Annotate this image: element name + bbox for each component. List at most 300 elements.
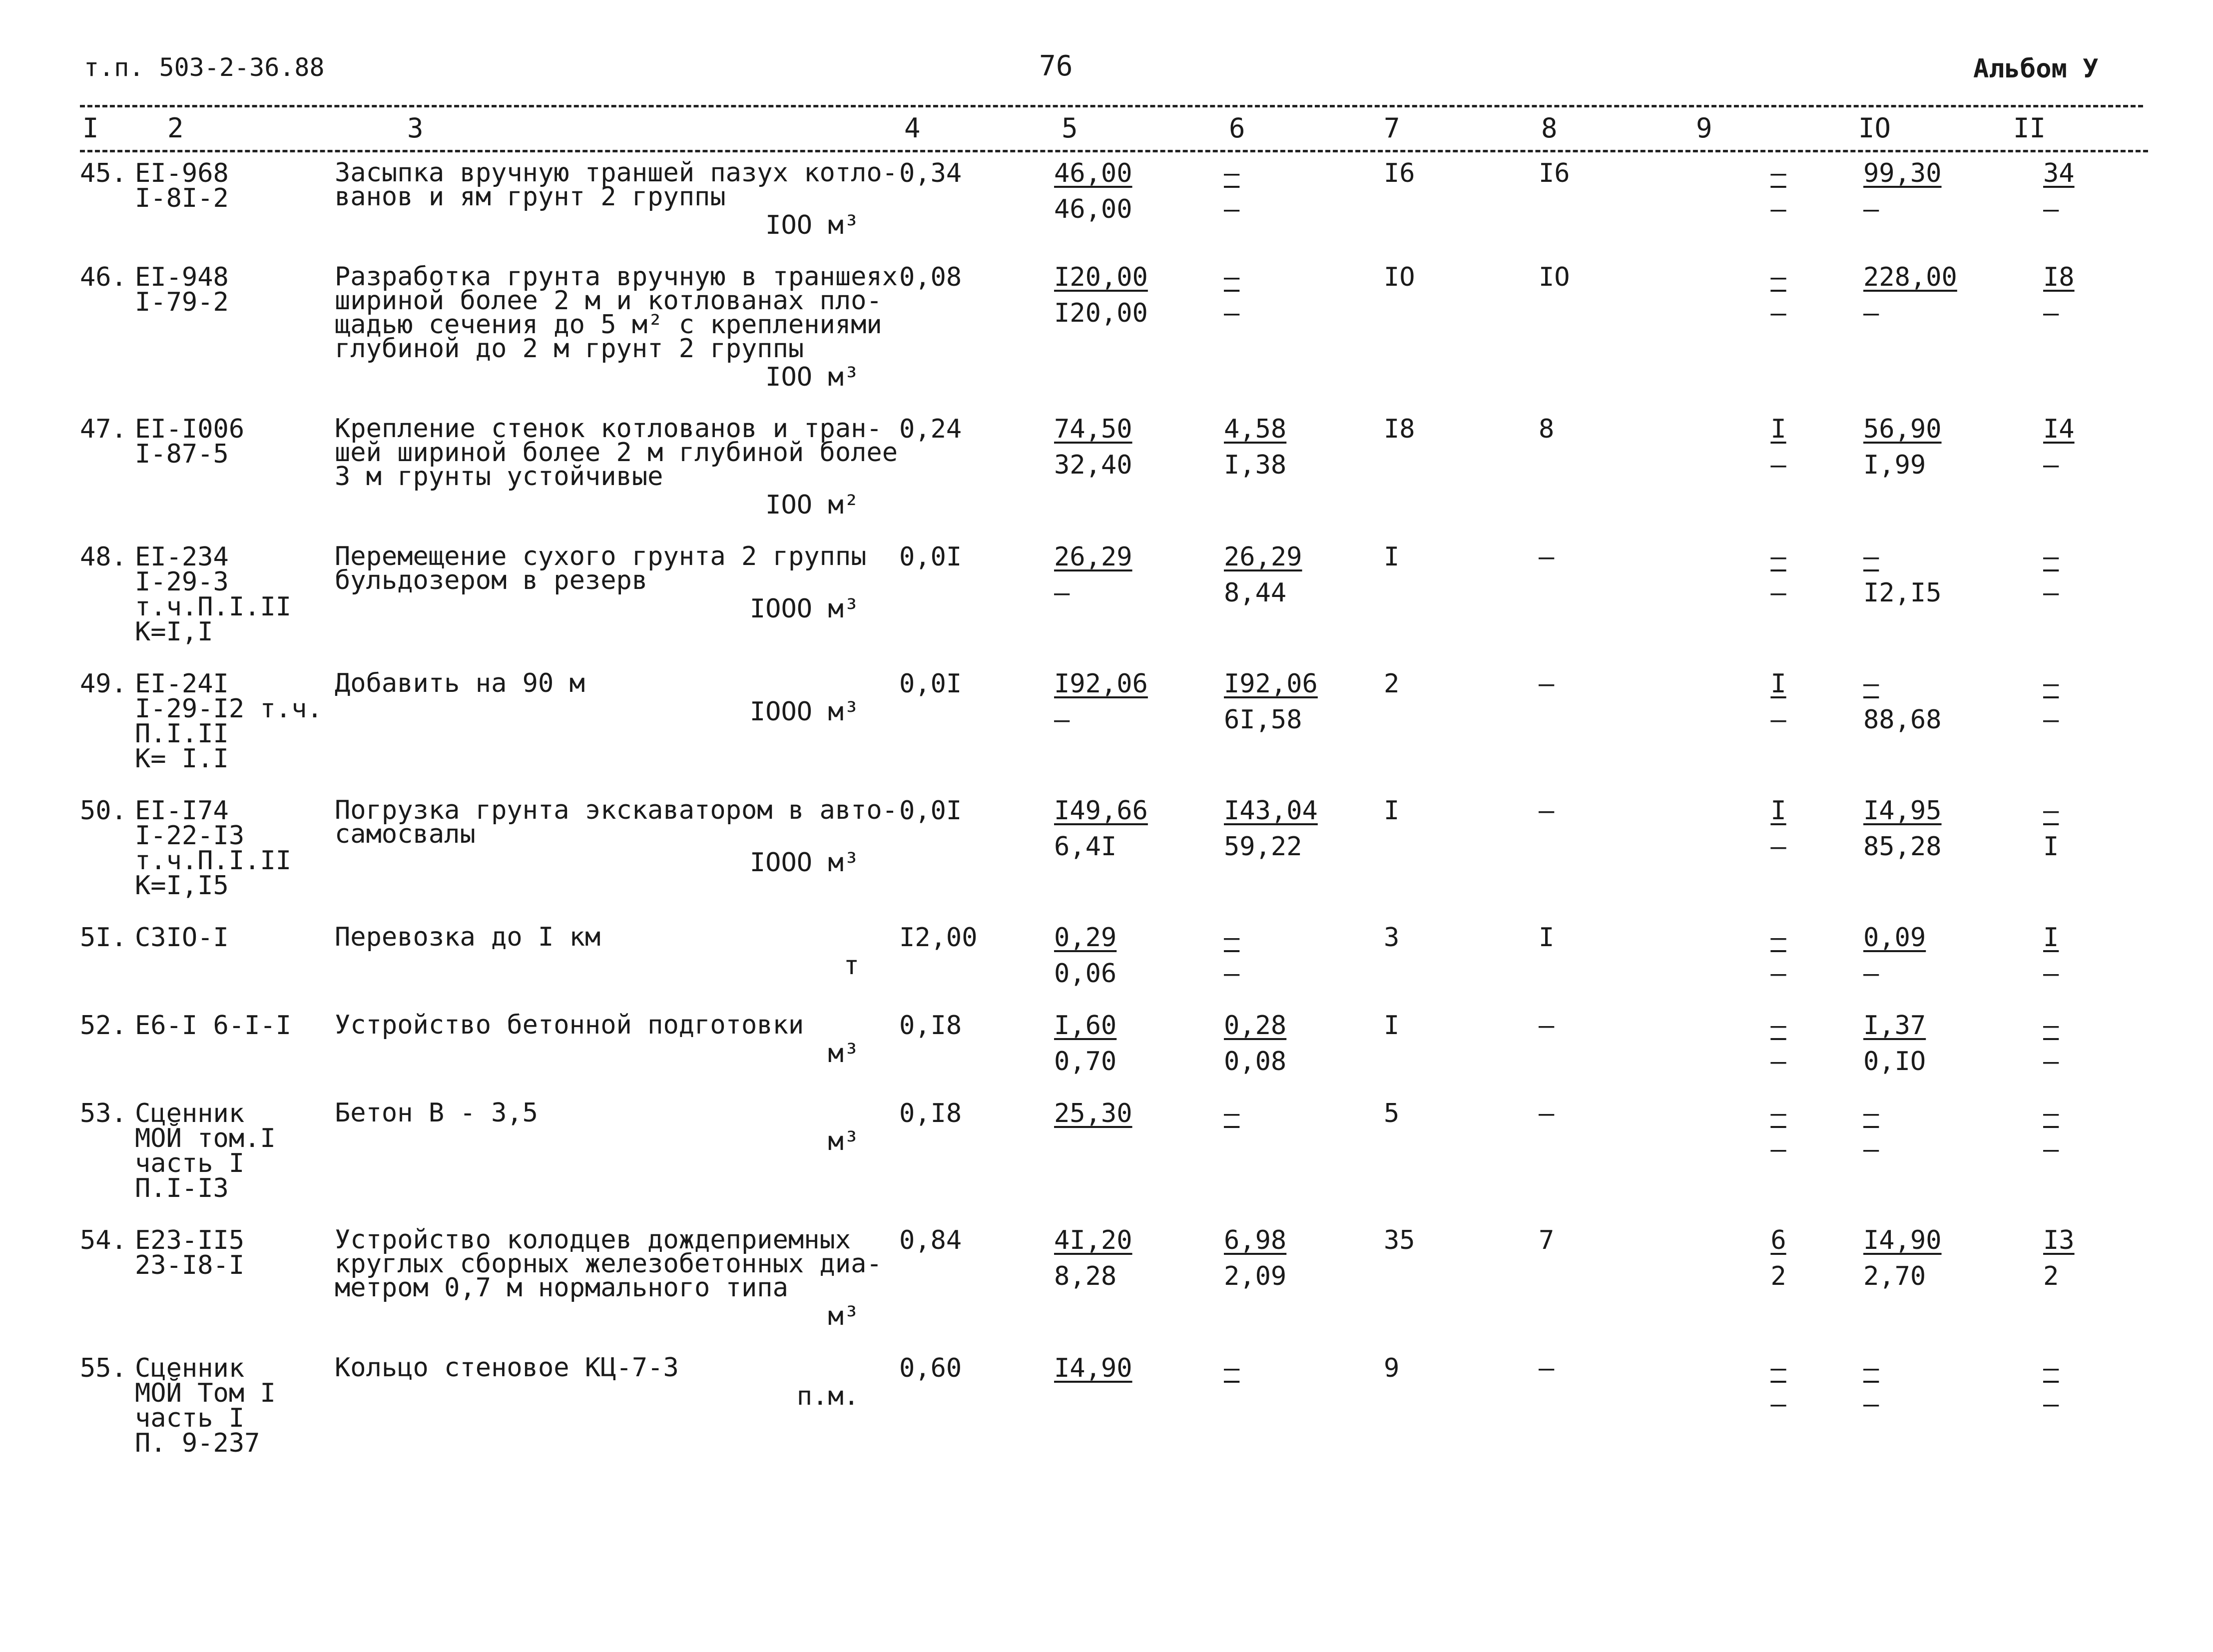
col9-value-top: – <box>1770 262 1786 292</box>
row-number: 46. <box>80 262 127 292</box>
col5-value-bottom: 32,40 <box>1054 450 1132 480</box>
col5-value <box>1054 1222 1224 1350</box>
col6-value <box>1224 155 1384 259</box>
col11-value-top: I <box>2043 923 2059 953</box>
row-number: 53. <box>80 1099 127 1128</box>
col9-value <box>1693 1095 1863 1222</box>
col10-value <box>1863 1350 2043 1477</box>
work-description-text: Погрузка грунта экскаватором в авто- самосвалы <box>335 795 898 849</box>
col7-value: 35 <box>1384 1225 1415 1255</box>
col7-value: 9 <box>1384 1353 1400 1383</box>
col7-value: I6 <box>1384 158 1415 188</box>
col9-value-top: – <box>1770 1353 1786 1383</box>
unit-of-measure: м³ <box>828 1039 859 1069</box>
col11-value-bottom: – <box>2043 959 2059 989</box>
col10-value <box>1863 665 2043 792</box>
col11-value <box>2043 259 2163 411</box>
col11-value-bottom: – <box>2043 450 2059 480</box>
col11-value <box>2043 155 2163 259</box>
table-row <box>80 539 2163 665</box>
column-number: 5 <box>1062 112 1078 144</box>
col9-value-bottom: – <box>1770 450 1786 480</box>
col6-value <box>1224 1007 1384 1095</box>
rate-code-line: К= I.I <box>135 744 229 774</box>
rate-code <box>135 411 335 539</box>
rate-code-line: т.ч.П.I.II <box>135 846 292 876</box>
col11-value <box>2043 1222 2163 1350</box>
col9-value-top: – <box>1770 1099 1786 1128</box>
col5-value-top: I92,06 <box>1054 669 1148 699</box>
unit-of-measure: IOOO м³ <box>749 697 859 727</box>
rate-code-line: 23-I8-I <box>135 1250 245 1280</box>
col6-value-bottom: I,38 <box>1224 450 1287 480</box>
col10-value-top: 0,09 <box>1863 923 1926 953</box>
col10-value-top: I,37 <box>1863 1011 1926 1041</box>
col10-value-bottom: 88,68 <box>1863 705 1942 735</box>
quantity: 0,84 <box>899 1225 962 1255</box>
col5-value-top: 4I,20 <box>1054 1225 1132 1255</box>
col5-value-bottom: 0,70 <box>1054 1047 1117 1077</box>
quantity: 0,0I <box>899 542 962 572</box>
col9-value-top: – <box>1770 542 1786 572</box>
column-number: 7 <box>1384 112 1400 144</box>
row-number: 47. <box>80 414 127 444</box>
col10-value-bottom: 0,IO <box>1863 1047 1926 1077</box>
quantity: 0,34 <box>899 158 962 188</box>
col11-value-top: – <box>2043 1011 2059 1041</box>
rate-code-line: С3IО-I <box>135 923 229 953</box>
col7-value: I <box>1384 542 1400 572</box>
col5-value-top: 25,30 <box>1054 1099 1132 1128</box>
unit-of-measure: т <box>843 951 859 981</box>
col9-value-bottom: – <box>1770 298 1786 328</box>
col6-value <box>1224 411 1384 539</box>
quantity: 0,I8 <box>899 1099 962 1128</box>
row-number: 48. <box>80 542 127 572</box>
col6-value-top: 26,29 <box>1224 542 1302 572</box>
col6-value <box>1224 539 1384 665</box>
col10-value-bottom: – <box>1863 959 1879 989</box>
col5-value <box>1054 411 1224 539</box>
col7-value: I <box>1384 1011 1400 1041</box>
quantity: 0,24 <box>899 414 962 444</box>
col11-value-bottom: – <box>2043 578 2059 608</box>
work-description <box>335 792 899 919</box>
col9-value-bottom: – <box>1770 578 1786 608</box>
column-number: I <box>82 112 99 144</box>
col9-value <box>1693 155 1863 259</box>
unit-of-measure: IOO м² <box>765 490 859 520</box>
col10-value-bottom: – <box>1863 298 1879 328</box>
col6-value-top: – <box>1224 158 1240 188</box>
col6-value-bottom: 8,44 <box>1224 578 1287 608</box>
col5-value <box>1054 1350 1224 1477</box>
work-description <box>335 665 899 792</box>
col10-value-bottom: I2,I5 <box>1863 578 1942 608</box>
col6-value <box>1224 792 1384 919</box>
col11-value <box>2043 1095 2163 1222</box>
col10-value-bottom: 2,70 <box>1863 1261 1926 1291</box>
col7-value: I8 <box>1384 414 1415 444</box>
col11-value <box>2043 665 2163 792</box>
col5-value <box>1054 919 1224 1007</box>
row-number: 52. <box>80 1011 127 1041</box>
work-description <box>335 1095 899 1222</box>
rate-code <box>135 792 335 919</box>
column-number: 3 <box>407 112 424 144</box>
col10-value <box>1863 1095 2043 1222</box>
col5-value-bottom: 46,00 <box>1054 194 1132 224</box>
col11-value-bottom: – <box>2043 1047 2059 1077</box>
col10-value-bottom: I,99 <box>1863 450 1926 480</box>
rate-code <box>135 539 335 665</box>
rate-code-line: I-87-5 <box>135 439 229 469</box>
rate-code-line: I-22-I3 <box>135 821 245 851</box>
rate-code-line: I-29-3 <box>135 567 229 597</box>
rate-code-line: ЕI-I006 <box>135 414 245 444</box>
col8-value: – <box>1539 1011 1555 1041</box>
work-description-text: Разработка грунта вручную в траншеях шириной более 2 м и котлованах пло- щадью сечения до 5 м² с креплениями глубиной до 2 м грунт 2 группы <box>335 262 898 364</box>
col10-value <box>1863 792 2043 919</box>
col10-value-bottom: – <box>1863 1134 1879 1164</box>
row-number: 55. <box>80 1353 127 1383</box>
col9-value <box>1693 539 1863 665</box>
col5-value-bottom: 6,4I <box>1054 832 1117 862</box>
col11-value <box>2043 1350 2163 1477</box>
column-divider <box>80 150 2148 152</box>
col10-value-bottom: – <box>1863 194 1879 224</box>
col10-value-bottom: – <box>1863 1389 1879 1419</box>
col6-value-top: 0,28 <box>1224 1011 1287 1041</box>
col6-value-top: – <box>1224 1099 1240 1128</box>
rate-code-line: ЕI-I74 <box>135 796 229 826</box>
rate-code-line: т.ч.П.I.II <box>135 592 292 622</box>
work-description <box>335 259 899 411</box>
work-description-text: Бетон В - 3,5 <box>335 1098 538 1128</box>
rate-code-line: I-8I-2 <box>135 183 229 213</box>
table-row <box>80 919 2163 1007</box>
col9-value-bottom: – <box>1770 1047 1786 1077</box>
header-divider <box>80 105 2143 107</box>
rate-code-line: П. 9-237 <box>135 1428 260 1458</box>
col10-value <box>1863 919 2043 1007</box>
col5-value <box>1054 155 1224 259</box>
col5-value-top: I4,90 <box>1054 1353 1132 1383</box>
col6-value <box>1224 1095 1384 1222</box>
col8-value: I6 <box>1539 158 1570 188</box>
col7-value: I <box>1384 796 1400 826</box>
row-number: 45. <box>80 158 127 188</box>
col9-value-top: – <box>1770 923 1786 953</box>
col8-value: – <box>1539 669 1555 699</box>
rate-code <box>135 665 335 792</box>
col7-value: 5 <box>1384 1099 1400 1128</box>
col11-value-top: – <box>2043 1099 2059 1128</box>
col10-value-top: – <box>1863 1353 1879 1383</box>
column-number: 8 <box>1541 112 1558 144</box>
col11-value <box>2043 539 2163 665</box>
col9-value-bottom: – <box>1770 705 1786 735</box>
col9-value-bottom: – <box>1770 959 1786 989</box>
col6-value-bottom: 0,08 <box>1224 1047 1287 1077</box>
col9-value-bottom: – <box>1770 1389 1786 1419</box>
page-number: 76 <box>1039 50 1073 82</box>
unit-of-measure: м³ <box>828 1301 859 1331</box>
rate-code-line: П.I-I3 <box>135 1173 229 1203</box>
work-description-text: Засыпка вручную траншей пазух котло- ванов и ям грунт 2 группы <box>335 158 898 212</box>
rate-code <box>135 1350 335 1477</box>
work-description-text: Крепление стенок котлованов и тран- шей шириной более 2 м глубиной более 3 м грунты устойчивые <box>335 414 898 492</box>
col8-value: 7 <box>1539 1225 1555 1255</box>
col8-value: – <box>1539 796 1555 826</box>
col5-value-top: 26,29 <box>1054 542 1132 572</box>
col11-value-top: 34 <box>2043 158 2075 188</box>
col10-value-top: I4,95 <box>1863 796 1942 826</box>
col6-value-top: – <box>1224 262 1240 292</box>
col11-value-bottom: 2 <box>2043 1261 2059 1291</box>
col10-value-top: 56,90 <box>1863 414 1942 444</box>
col10-value-top: I4,90 <box>1863 1225 1942 1255</box>
col11-value-bottom: – <box>2043 194 2059 224</box>
unit-of-measure: IOO м³ <box>765 362 859 392</box>
col10-value-top: – <box>1863 542 1879 572</box>
rate-code-line: I-79-2 <box>135 287 229 317</box>
rate-code-line: П.I.II <box>135 719 229 749</box>
work-description <box>335 539 899 665</box>
col9-value-bottom: 2 <box>1770 1261 1786 1291</box>
col9-value <box>1693 1007 1863 1095</box>
col9-value <box>1693 919 1863 1007</box>
work-description-text: Добавить на 90 м <box>335 668 585 698</box>
rate-code <box>135 155 335 259</box>
rate-code <box>135 1007 335 1095</box>
col5-value <box>1054 259 1224 411</box>
rate-code <box>135 259 335 411</box>
col10-value-top: – <box>1863 1099 1879 1128</box>
col11-value <box>2043 919 2163 1007</box>
col6-value-bottom: 59,22 <box>1224 832 1302 862</box>
unit-of-measure: IOOO м³ <box>749 594 859 624</box>
table-row <box>80 1095 2163 1222</box>
rate-code-line: ЕI-24I <box>135 669 229 699</box>
col8-value: I <box>1539 923 1555 953</box>
col11-value-top: – <box>2043 669 2059 699</box>
col6-value <box>1224 1222 1384 1350</box>
work-description <box>335 919 899 1007</box>
quantity: 0,0I <box>899 669 962 699</box>
work-description <box>335 1222 899 1350</box>
col9-value <box>1693 792 1863 919</box>
quantity: 0,0I <box>899 796 962 826</box>
quantity: 0,60 <box>899 1353 962 1383</box>
doc-code: т.п. 503-2-36.88 <box>84 53 325 82</box>
work-description <box>335 1007 899 1095</box>
rate-code-line: часть I <box>135 1403 245 1433</box>
col9-value-bottom: – <box>1770 1134 1786 1164</box>
work-description-text: Перевозка до I км <box>335 922 601 952</box>
table-row <box>80 411 2163 539</box>
col10-value <box>1863 259 2043 411</box>
col11-value-top: I8 <box>2043 262 2075 292</box>
table-row <box>80 1222 2163 1350</box>
col9-value <box>1693 411 1863 539</box>
col5-value <box>1054 1007 1224 1095</box>
row-number: 49. <box>80 669 127 699</box>
col6-value-bottom: – <box>1224 194 1240 224</box>
row-number: 54. <box>80 1225 127 1255</box>
col5-value-top: 46,00 <box>1054 158 1132 188</box>
col8-value: – <box>1539 542 1555 572</box>
rate-code-line: I-29-I2 т.ч. <box>135 694 323 724</box>
col11-value-bottom: – <box>2043 705 2059 735</box>
col9-value-top: – <box>1770 1011 1786 1041</box>
col6-value <box>1224 1350 1384 1477</box>
table-row <box>80 1350 2163 1477</box>
col9-value-bottom: – <box>1770 194 1786 224</box>
col11-value-bottom: I <box>2043 832 2059 862</box>
col8-value: IO <box>1539 262 1570 292</box>
col5-value <box>1054 539 1224 665</box>
work-description-text: Устройство бетонной подготовки <box>335 1010 804 1040</box>
column-number: 4 <box>904 112 921 144</box>
col6-value-bottom: 2,09 <box>1224 1261 1287 1291</box>
col6-value-top: I43,04 <box>1224 796 1318 826</box>
row-number: 5I. <box>80 923 127 953</box>
rate-code-line: Е6-I 6-I-I <box>135 1011 292 1041</box>
col11-value-top: – <box>2043 1353 2059 1383</box>
col5-value-bottom: – <box>1054 578 1070 608</box>
col9-value <box>1693 1350 1863 1477</box>
col6-value-bottom: – <box>1224 959 1240 989</box>
col11-value-top: I4 <box>2043 414 2075 444</box>
unit-of-measure: п.м. <box>796 1381 859 1411</box>
unit-of-measure: IOO м³ <box>765 210 859 240</box>
column-number: 6 <box>1229 112 1245 144</box>
col5-value-top: I,60 <box>1054 1011 1117 1041</box>
col7-value: IO <box>1384 262 1415 292</box>
col7-value: 3 <box>1384 923 1400 953</box>
rate-code <box>135 1095 335 1222</box>
quantity: 0,I8 <box>899 1011 962 1041</box>
col5-value <box>1054 792 1224 919</box>
col6-value-top: 4,58 <box>1224 414 1287 444</box>
rate-code-line: ЕI-968 <box>135 158 229 188</box>
col9-value-top: I <box>1770 669 1786 699</box>
rate-code-line: Сценник <box>135 1353 245 1383</box>
col9-value-bottom: – <box>1770 832 1786 862</box>
work-description-text: Устройство колодцев дождеприемных круглых сборных железобетонных диа- метром 0,7 м нормального типа <box>335 1225 882 1303</box>
work-description <box>335 155 899 259</box>
col5-value-bottom: 0,06 <box>1054 959 1117 989</box>
work-description-text: Кольцо стеновое КЦ-7-3 <box>335 1353 679 1383</box>
estimate-table <box>80 155 2163 1477</box>
rate-code-line: К=I,I5 <box>135 871 229 901</box>
col9-value <box>1693 259 1863 411</box>
col7-value: 2 <box>1384 669 1400 699</box>
rate-code-line: часть I <box>135 1148 245 1178</box>
col6-value-bottom: – <box>1224 298 1240 328</box>
col8-value: – <box>1539 1099 1555 1128</box>
col6-value <box>1224 919 1384 1007</box>
rate-code <box>135 919 335 1007</box>
col6-value-top: 6,98 <box>1224 1225 1287 1255</box>
table-row <box>80 155 2163 259</box>
col11-value <box>2043 1007 2163 1095</box>
col10-value-bottom: 85,28 <box>1863 832 1942 862</box>
row-number: 50. <box>80 796 127 826</box>
table-row <box>80 259 2163 411</box>
album-label: Альбом У <box>1973 54 2099 84</box>
column-number: 9 <box>1696 112 1712 144</box>
col11-value-top: I3 <box>2043 1225 2075 1255</box>
col5-value <box>1054 665 1224 792</box>
rate-code-line: ЕI-948 <box>135 262 229 292</box>
rate-code-line: МОЙ Том I <box>135 1378 276 1408</box>
col9-value <box>1693 1222 1863 1350</box>
column-number: IO <box>1858 112 1891 144</box>
col6-value <box>1224 259 1384 411</box>
rate-code-line: МОЙ том.I <box>135 1123 276 1153</box>
col5-value <box>1054 1095 1224 1222</box>
quantity: I2,00 <box>899 923 978 953</box>
rate-code-line: Е23-II5 <box>135 1225 245 1255</box>
col11-value-bottom: – <box>2043 1389 2059 1419</box>
work-description <box>335 1350 899 1477</box>
col6-value-top: I92,06 <box>1224 669 1318 699</box>
col5-value-bottom: I20,00 <box>1054 298 1148 328</box>
col6-value <box>1224 665 1384 792</box>
col9-value-top: I <box>1770 414 1786 444</box>
table-row <box>80 1007 2163 1095</box>
col10-value <box>1863 539 2043 665</box>
col10-value-top: 99,30 <box>1863 158 1942 188</box>
col11-value-top: – <box>2043 796 2059 826</box>
table-row <box>80 665 2163 792</box>
col6-value-top: – <box>1224 923 1240 953</box>
col11-value <box>2043 411 2163 539</box>
col6-value-bottom: 6I,58 <box>1224 705 1302 735</box>
rate-code <box>135 1222 335 1350</box>
rate-code-line: Сценник <box>135 1099 245 1128</box>
col5-value-bottom: – <box>1054 705 1070 735</box>
unit-of-measure: м³ <box>828 1126 859 1156</box>
col9-value-top: – <box>1770 158 1786 188</box>
col8-value: 8 <box>1539 414 1555 444</box>
column-number: II <box>2013 112 2046 144</box>
col5-value-top: 0,29 <box>1054 923 1117 953</box>
col5-value-bottom: 8,28 <box>1054 1261 1117 1291</box>
work-description-text: Перемещение сухого грунта 2 группы бульдозером в резерв <box>335 542 867 595</box>
col5-value-top: I49,66 <box>1054 796 1148 826</box>
col10-value <box>1863 155 2043 259</box>
col11-value <box>2043 792 2163 919</box>
col9-value-top: I <box>1770 796 1786 826</box>
col11-value-top: – <box>2043 542 2059 572</box>
rate-code-line: ЕI-234 <box>135 542 229 572</box>
col5-value-top: I20,00 <box>1054 262 1148 292</box>
col11-value-bottom: – <box>2043 298 2059 328</box>
col10-value-top: 228,00 <box>1863 262 1957 292</box>
col10-value <box>1863 411 2043 539</box>
table-row <box>80 792 2163 919</box>
col9-value <box>1693 665 1863 792</box>
col8-value: – <box>1539 1353 1555 1383</box>
col10-value <box>1863 1222 2043 1350</box>
work-description <box>335 411 899 539</box>
rate-code-line: К=I,I <box>135 617 213 647</box>
col5-value-top: 74,50 <box>1054 414 1132 444</box>
quantity: 0,08 <box>899 262 962 292</box>
